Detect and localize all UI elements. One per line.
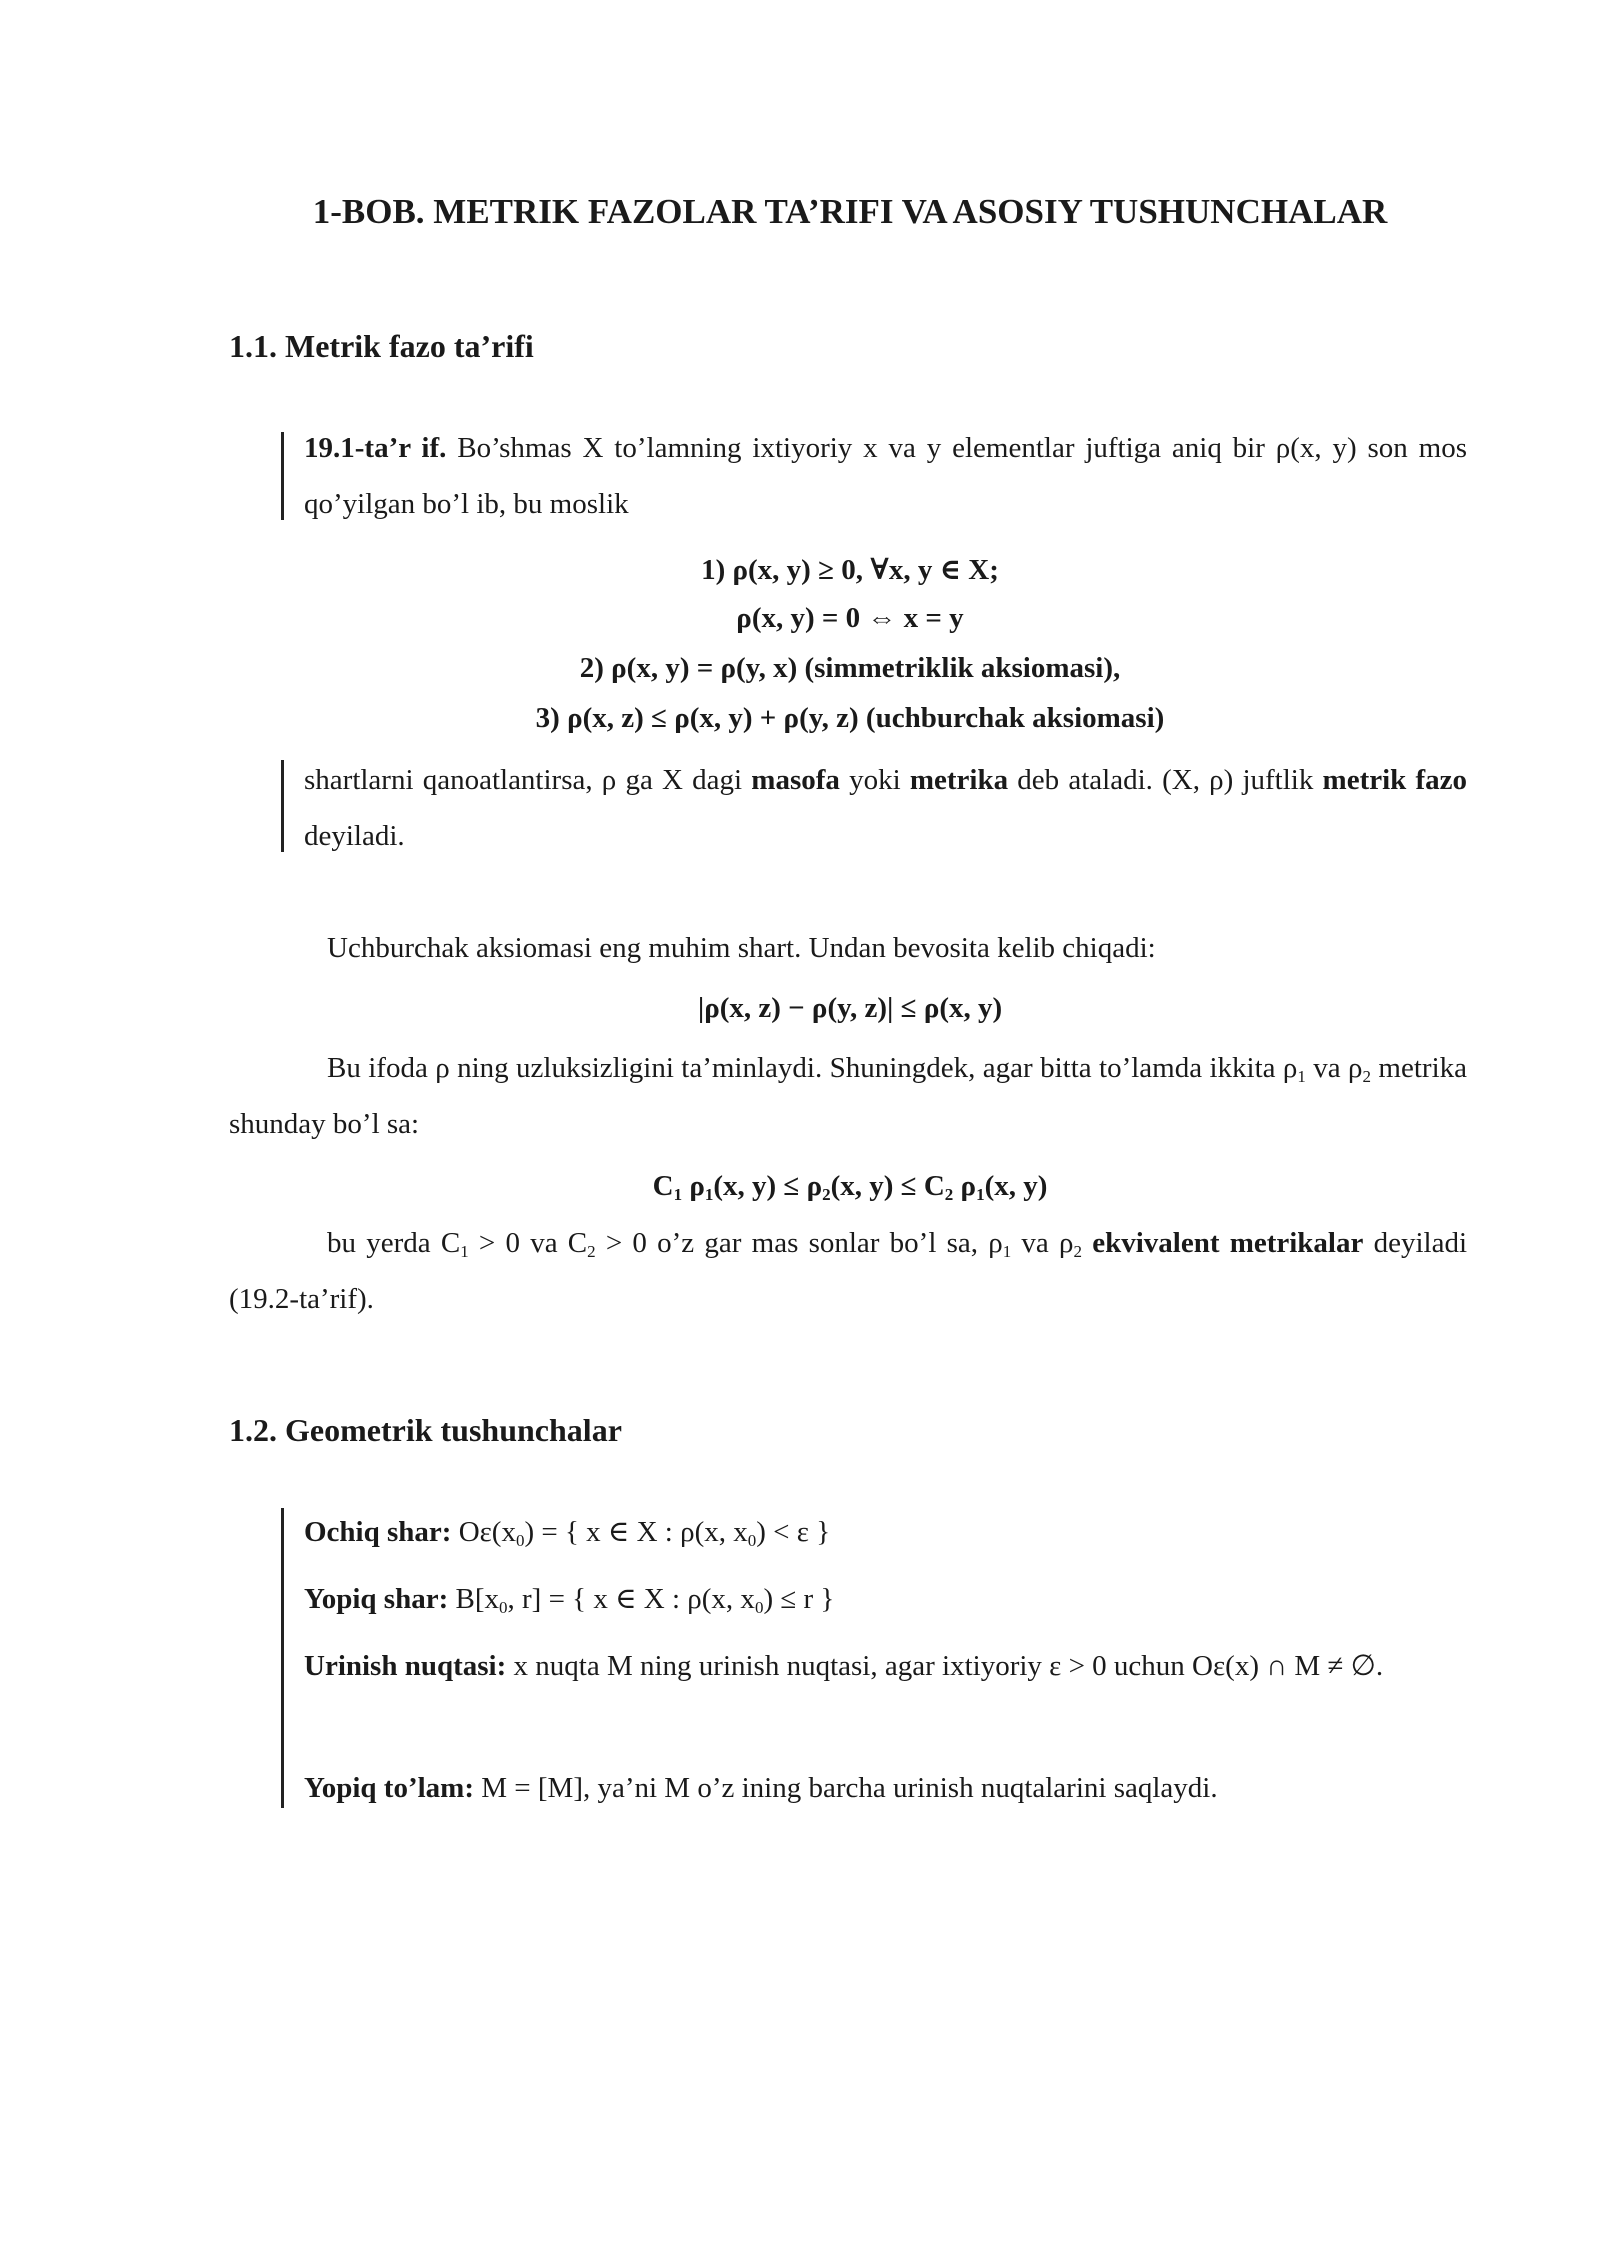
continuity-paragraph: Bu ifoda ρ ning uzluksizligini ta’minlaydi. Shuningdek, agar bitta to’lamda ikkita $\rho_1$ va $\rho_2$ metrika shunday bo’l sa: [229, 1052, 1467, 1140]
chapter-title: 1-BOB. METRIK FAZOLAR TA’RIFI VA ASOSIY TUSHUNCHALAR [312, 192, 1388, 231]
equivalence-formula: $C_1$ $\rho_1(x$, $y) \le \rho_2(x$, $y) \le C_2$ $\rho_1(x$, y) [652, 1170, 1048, 1204]
axiom-3-triangle: 3) ρ(x, z) ≤ ρ(x, y) + ρ(y, z) (uchburchak aksiomasi) [535, 702, 1165, 734]
axiom-1-identity: ρ(x, y) = 0 ⇔ x = y [736, 602, 964, 634]
definition-paragraph [304, 420, 1467, 532]
term-masofa: masofa [751, 764, 840, 796]
axiom-1: 1) ρ(x, y) ≥ 0, ∀x, y ∈ X; [701, 554, 999, 586]
definition-label: 19.1-ta’r if. [304, 432, 447, 464]
closed-ball-label: Yopiq shar: [304, 1583, 449, 1615]
term-metrik-fazo: metrik fazo [1322, 764, 1468, 796]
conditions-marker-bar [281, 760, 284, 852]
section-title-metric-space: 1.1. Metrik fazo ta’rifi [229, 328, 534, 364]
triangle-formula: |ρ(x, z) − ρ(y, z)| ≤ ρ(x, y) [697, 992, 1003, 1024]
closed-ball-line: Yopiq shar: $B[x_0$, r] = { x ∈ X : ρ(x, $x_0) \le r$ } [304, 1583, 835, 1617]
axiom-2-symmetry: 2) ρ(x, y) = ρ(y, x) (simmetriklik aksiomasi), [579, 652, 1121, 684]
section-title-geometric: 1.2. Geometrik tushunchalar [229, 1412, 622, 1448]
term-ekvivalent-metrikalar: ekvivalent metrikalar [1092, 1227, 1364, 1259]
concepts-marker-bar [281, 1508, 284, 1808]
equivalence-paragraph: bu yerda $C_1 > 0$ va $C_2 > 0$ o’z gar mas sonlar bo’l sa, $\rho_1$ va $\rho_2$ ekvivalent metrikalar deyiladi (19.2-ta’rif). [229, 1227, 1468, 1315]
open-ball-label: Ochiq shar: [304, 1516, 452, 1548]
open-ball-line: Ochiq shar: $O\varepsilon(x_0)$ = { x ∈ X : ρ(x, $x_0) < \varepsilon$ } [304, 1516, 831, 1550]
touch-point-paragraph: Urinish nuqtasi: x nuqta M ning urinish nuqtasi, agar ixtiyoriy ε > 0 uchun Oε(x) ∩ M ≠ ∅. [304, 1650, 1384, 1682]
closed-set-label: Yopiq to’lam: [304, 1772, 474, 1804]
touch-point-label: Urinish nuqtasi: [304, 1650, 507, 1682]
definition-marker-bar [281, 432, 284, 520]
triangle-intro: Uchburchak aksiomasi eng muhim shart. Undan bevosita kelib chiqadi: [327, 932, 1156, 964]
definition-text: Bo’shmas X to’lamning ixtiyoriy x va y elementlar juftiga aniq bir ρ(x, y) son mos qo’yilgan bo’l ib, bu moslik [304, 432, 1467, 520]
term-metrika: metrika [909, 764, 1009, 796]
closed-set-line: Yopiq to’lam: M = [M], ya’ni M o’z ining barcha urinish nuqtalarini saqlaydi. [304, 1772, 1218, 1804]
conditions-paragraph: shartlarni qanoatlantirsa, ρ ga X dagi masofa yoki metrika deb ataladi. (X, ρ) juftlik metrik fazo deyiladi. [304, 764, 1468, 852]
